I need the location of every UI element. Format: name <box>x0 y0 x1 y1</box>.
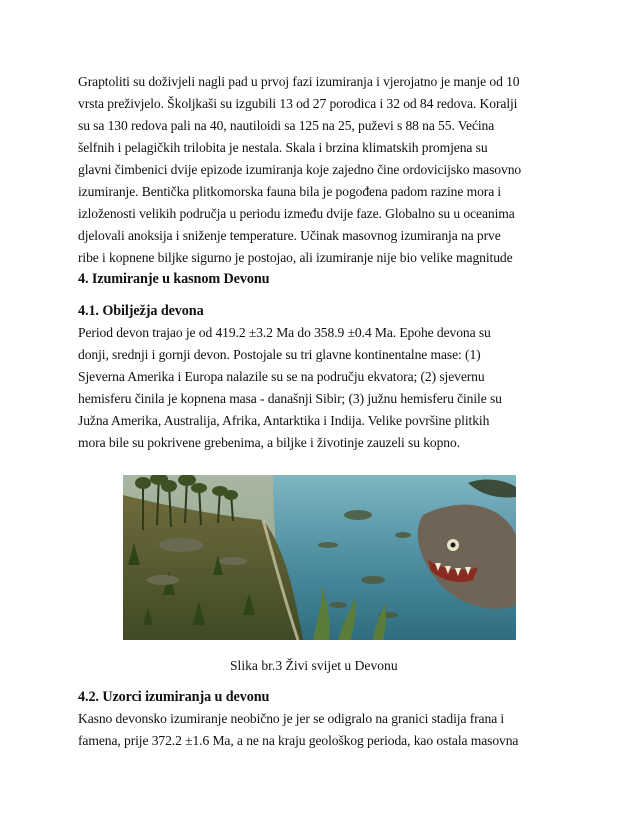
text-line: su sa 130 redova pali na 40, nautiloidi sa 125 na 25, puževi s 88 na 55. Većina <box>78 118 495 133</box>
text-line: Južna Amerika, Australija, Afrika, Antarktika i Indija. Velike površine plitkih <box>78 413 490 428</box>
text-line: šelfnih i pelagičkih trilobita je nestala. Skala i brzina klimatskih promjena su <box>78 140 488 155</box>
text-line: izumiranje. Bentička plitkomorska fauna bila je pogođena padom razine mora i <box>78 184 502 199</box>
text-line: hemisferu činila je kopnena masa - današnji Sibir; (3) južnu hemisferu činile su <box>78 391 502 406</box>
text-line: donji, srednji i gornji devon. Postojale su tri glavne kontinentalne mase: (1) <box>78 347 481 362</box>
devonian-life-illustration <box>123 475 516 640</box>
text-line: ribe i kopnene biljke sigurno je postojao, ali izumiranje nije bio velike magnitude <box>78 250 513 265</box>
paragraph-ordovician-extinction <box>78 71 578 269</box>
text-line: mora bile su pokrivene grebenima, a biljke i životinje zauzeli su kopno. <box>78 435 460 450</box>
subsection-heading: 4.2. Uzorci izumiranja u devonu <box>78 689 270 705</box>
text-line: Graptoliti su doživjeli nagli pad u prvoj fazi izumiranja i vjerojatno je manje od 10 <box>78 74 520 89</box>
section-4-1 <box>78 300 578 454</box>
subsection-heading: 4.1. Obilježja devona <box>78 303 204 319</box>
text-line: Period devon trajao je od 419.2 ±3.2 Ma do 358.9 ±0.4 Ma. Epohe devona su <box>78 325 491 340</box>
text-line: Sjeverna Amerika i Europa nalazile su se na području ekvatora; (2) sjevernu <box>78 369 485 384</box>
section-4-2 <box>78 686 578 752</box>
text-line: Kasno devonsko izumiranje neobično je jer se odigralo na granici stadija frana i <box>78 711 505 726</box>
text-line: vrsta preživjelo. Školjkaši su izgubili 13 od 27 porodica i 32 od 84 redova. Koralji <box>78 96 518 111</box>
text-line: djelovali anoksija i sniženje temperature. Učinak masovnog izumiranja na prve <box>78 228 501 243</box>
figure-caption: Slika br.3 Živi svijet u Devonu <box>230 658 398 673</box>
text-line: glavni čimbenici dvije epizode izumiranja koje zajedno čine ordovicijsko masovno <box>78 162 522 177</box>
text-line: izloženosti velikih područja u periodu između dvije faze. Globalno su u oceanima <box>78 206 515 221</box>
text-line: famena, prije 372.2 ±1.6 Ma, a ne na kraju geološkog perioda, kao ostala masovna <box>78 733 519 748</box>
section-heading: 4. Izumiranje u kasnom Devonu <box>78 271 270 287</box>
section-4-heading-block <box>78 268 578 290</box>
